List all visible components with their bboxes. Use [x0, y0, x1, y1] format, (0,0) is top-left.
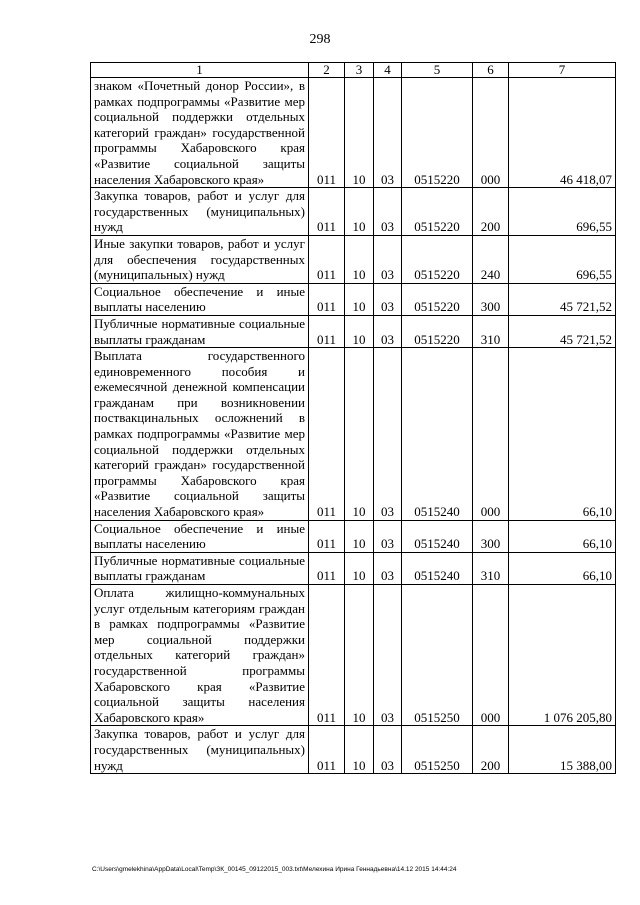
code-expense-type: 310 — [473, 552, 509, 584]
code-section: 10 — [345, 188, 374, 236]
code-expense-type: 200 — [473, 188, 509, 236]
code-target: 0515240 — [402, 520, 473, 552]
code-ministry: 011 — [309, 78, 345, 188]
code-subsection: 03 — [374, 585, 402, 726]
code-target: 0515220 — [402, 283, 473, 315]
code-section: 10 — [345, 235, 374, 283]
code-target: 0515240 — [402, 348, 473, 521]
table-row — [91, 585, 616, 726]
item-name: Оплата жилищно-коммунальных услуг отдельным категориям граждан в рамках подпрограммы «Развитие мер социальной поддержки отдельных категорий граждан» государственной программы Хабаровского края «Развитие социальной защиты населения Хабаровского края» — [91, 585, 309, 726]
amount: 45 721,52 — [509, 315, 616, 347]
item-name: Закупка товаров, работ и услуг для государственных (муниципальных) нужд — [91, 188, 309, 236]
code-ministry: 011 — [309, 283, 345, 315]
amount: 696,55 — [509, 188, 616, 236]
code-section: 10 — [345, 348, 374, 521]
code-ministry: 011 — [309, 552, 345, 584]
table-row — [91, 726, 616, 774]
header-cell: 1 — [91, 63, 309, 78]
code-subsection: 03 — [374, 348, 402, 521]
item-name: Социальное обеспечение и иные выплаты населению — [91, 283, 309, 315]
item-name: знаком «Почетный донор России», в рамках подпрограммы «Развитие мер социальной поддержки отдельных категорий граждан» государственной программы Хабаровского края «Развитие социальной защиты населения Хабаровского края» — [91, 78, 309, 188]
code-section: 10 — [345, 726, 374, 774]
amount: 1 076 205,80 — [509, 585, 616, 726]
table-row — [91, 520, 616, 552]
code-target: 0515220 — [402, 235, 473, 283]
code-subsection: 03 — [374, 188, 402, 236]
header-cell: 5 — [402, 63, 473, 78]
header-cell: 4 — [374, 63, 402, 78]
code-expense-type: 300 — [473, 520, 509, 552]
code-target: 0515250 — [402, 585, 473, 726]
item-name: Закупка товаров, работ и услуг для государственных (муниципальных) нужд — [91, 726, 309, 774]
code-expense-type: 000 — [473, 78, 509, 188]
item-name: Иные закупки товаров, работ и услуг для обеспечения государственных (муниципальных) нужд — [91, 235, 309, 283]
item-name: Публичные нормативные социальные выплаты гражданам — [91, 552, 309, 584]
code-expense-type: 000 — [473, 585, 509, 726]
code-target: 0515250 — [402, 726, 473, 774]
table-row — [91, 315, 616, 347]
code-target: 0515240 — [402, 552, 473, 584]
code-ministry: 011 — [309, 585, 345, 726]
header-cell: 3 — [345, 63, 374, 78]
code-expense-type: 000 — [473, 348, 509, 521]
code-ministry: 011 — [309, 520, 345, 552]
item-name: Социальное обеспечение и иные выплаты населению — [91, 520, 309, 552]
budget-table — [90, 62, 616, 774]
code-section: 10 — [345, 585, 374, 726]
code-section: 10 — [345, 315, 374, 347]
amount: 66,10 — [509, 348, 616, 521]
table-row — [91, 78, 616, 188]
table-row — [91, 188, 616, 236]
code-section: 10 — [345, 552, 374, 584]
code-expense-type: 240 — [473, 235, 509, 283]
code-expense-type: 200 — [473, 726, 509, 774]
code-section: 10 — [345, 283, 374, 315]
code-section: 10 — [345, 520, 374, 552]
amount: 696,55 — [509, 235, 616, 283]
item-name: Публичные нормативные социальные выплаты гражданам — [91, 315, 309, 347]
code-section: 10 — [345, 78, 374, 188]
header-cell: 7 — [509, 63, 616, 78]
code-expense-type: 310 — [473, 315, 509, 347]
page-number: 298 — [309, 32, 331, 47]
amount: 15 388,00 — [509, 726, 616, 774]
amount: 66,10 — [509, 520, 616, 552]
table-row — [91, 235, 616, 283]
amount: 46 418,07 — [509, 78, 616, 188]
header-row — [91, 63, 616, 78]
amount: 66,10 — [509, 552, 616, 584]
header-cell: 6 — [473, 63, 509, 78]
code-expense-type: 300 — [473, 283, 509, 315]
code-ministry: 011 — [309, 348, 345, 521]
code-target: 0515220 — [402, 78, 473, 188]
code-ministry: 011 — [309, 315, 345, 347]
table-row — [91, 348, 616, 521]
code-subsection: 03 — [374, 520, 402, 552]
code-ministry: 011 — [309, 726, 345, 774]
code-ministry: 011 — [309, 188, 345, 236]
code-subsection: 03 — [374, 283, 402, 315]
table-row — [91, 552, 616, 584]
code-ministry: 011 — [309, 235, 345, 283]
code-subsection: 03 — [374, 552, 402, 584]
code-subsection: 03 — [374, 235, 402, 283]
file-path-footer: C:\Users\gmelekhina\AppData\Local\Temp\ЗК_00145_09122015_003.txt\Мелехина Ирина Геннадьевна\14.12 2015 14:44:24 — [92, 866, 457, 873]
code-target: 0515220 — [402, 188, 473, 236]
code-subsection: 03 — [374, 78, 402, 188]
item-name: Выплата государственного единовременного пособия и ежемесячной денежной компенсации гражданам при возникновении поствакцинальных осложнений в рамках подпрограммы «Развитие мер социальной поддержки отдельных категорий граждан» государственной программы Хабаровского края «Развитие социальной защиты населения Хабаровского края» — [91, 348, 309, 521]
code-subsection: 03 — [374, 726, 402, 774]
amount: 45 721,52 — [509, 283, 616, 315]
code-subsection: 03 — [374, 315, 402, 347]
code-target: 0515220 — [402, 315, 473, 347]
table-row — [91, 283, 616, 315]
header-cell: 2 — [309, 63, 345, 78]
